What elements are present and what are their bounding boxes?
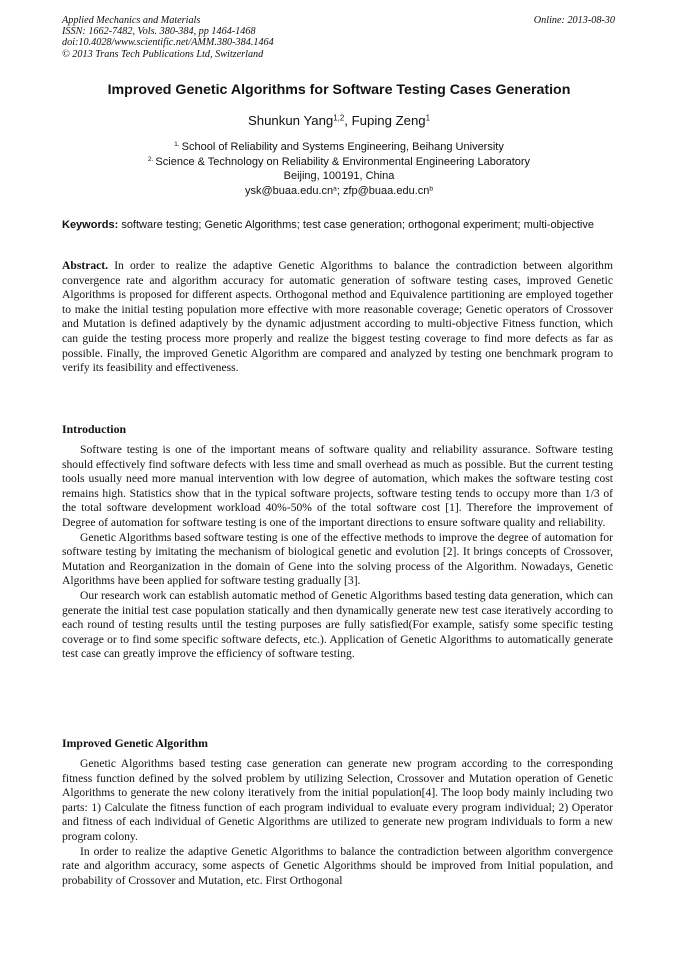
affiliation-text: Science & Technology on Reliability & Environmental Engineering Laboratory [155, 155, 531, 168]
keywords-block [62, 219, 613, 232]
introduction-section [62, 443, 613, 662]
section-heading-improved-ga: Improved Genetic Algorithm [62, 736, 208, 750]
paragraph: Software testing is one of the important means of software quality and reliability assurance. Software testing should effectively find software defects with less time and small overhead as much as possible. But the current testing tools usually need more manual intervention with low degree of automation, which makes the software testing cost remains high. Statistics show that in the typical software projects, software testing tends to occupy more than 1/3 of the total software development workload 40%-50% of the total software cost [1]. Therefore the improvement of Degree of automation for software testing is one of the important directions to ensure software quality and reliability. [62, 443, 613, 529]
email-mark: a [333, 184, 337, 192]
journal-name: Applied Mechanics and Materials [62, 15, 201, 26]
paragraph: Genetic Algorithms based testing case generation can generate new program according to the corresponding fitness function defined by the solved problem by utilizing Selection, Crossover and Mutation operation of Genetic Algorithms to generate the new colony iteratively from the initial population[4]. The loop body mainly including two parts: 1) Calculate the fitness function of each program individual to evaluate every program individual; 2) Operator and fitness of each individual of Genetic Algorithms are utilized to generate new program individuals to form a new program colony. [62, 757, 613, 843]
author-affil-mark: 1 [425, 113, 431, 123]
improved-ga-section [62, 757, 613, 888]
keywords-text: software testing; Genetic Algorithms; test case generation; orthogonal experiment; multi-objective [121, 219, 594, 231]
affil-number: 1. [174, 141, 180, 149]
paragraph: In order to realize the adaptive Genetic Algorithms to balance the contradiction between algorithm convergence rate and algorithm accuracy, some aspects of Genetic Algorithms should be improved from Initial population, and probability of Crossover and Mutation, etc. First Orthogonal [62, 844, 613, 887]
abstract-text: In order to realize the adaptive Genetic Algorithms to balance the contradiction between algorithm convergence rate and algorithm accuracy for automatic generation of software testing cases, improved Genetic Algorithms is proposed for different aspects. Orthogonal method and Equivalence partitioning are employed together to make the initial testing population more effective with more reasonable coverage; Genetic operators of Crossover and Mutation is defined adaptively by the dynamic adjustment according to multi-objective Fitness function, which can guide the testing process more properly and realize the biggest testing coverage to find more defects as far as possible. Finally, the improved Genetic Algorithm are compared and analyzed by testing one benchmark program to verify its feasibility and effectiveness. [62, 259, 613, 375]
paragraph: Our research work can establish automatic method of Genetic Algorithms based testing data generation, which can generate the initial test case population statically and then dynamically generate new test case iteratively according to each round of testing results until the testing purposes are fully satisfied(For example, satisfy some specific testing coverage or to find some specific software defects, etc.). Application of Genetic Algorithms to automatically generate test case can greatly improve the efficiency of software testing. [62, 588, 613, 661]
affiliation-city: Beijing, 100191, China [283, 170, 395, 182]
email-line [0, 184, 678, 199]
abstract-block [62, 259, 613, 376]
author-affil-mark: 1,2 [333, 113, 345, 123]
copyright-line: © 2013 Trans Tech Publications Ltd, Switzerland [62, 48, 264, 60]
author-name: Shunkun Yang [247, 113, 334, 128]
doi-line: doi:10.4028/www.scientific.net/AMM.380-384.1464 [62, 37, 274, 49]
affiliations [0, 140, 678, 198]
affiliation-line [0, 155, 678, 170]
keywords-label: Keywords: [62, 219, 119, 231]
abstract-label: Abstract. [62, 259, 109, 272]
issn-line: ISSN: 1662-7482, Vols. 380-384, pp 1464-1468 [62, 26, 256, 38]
journal-header [62, 15, 274, 60]
online-date: Online: 2013-08-30 [533, 15, 615, 26]
affiliation-line [0, 140, 678, 155]
affil-number: 2. [147, 155, 154, 163]
author-name: Fuping Zeng [351, 113, 426, 128]
email-link[interactable]: zfp@buaa.edu.cn [342, 184, 430, 197]
author-separator: , [344, 113, 352, 128]
author-list [0, 113, 678, 128]
abstract-paragraph [62, 259, 613, 376]
email-mark: b [429, 184, 434, 192]
section-heading-introduction: Introduction [62, 422, 127, 436]
email-separator: ; [336, 184, 343, 197]
affiliation-text: School of Reliability and Systems Engineering, Beihang University [181, 141, 504, 153]
paper-title: Improved Genetic Algorithms for Software Testing Cases Generation [107, 82, 571, 98]
paragraph: Genetic Algorithms based software testing is one of the effective methods to improve the degree of automation for software testing by imitating the mechanism of biological genetic and evolution [2]. It brings concepts of Crossover, Mutation and Reorganization in the domain of Gene into the solving process of the Algorithm. Nowadays, Genetic Algorithms have been applied for software testing gradually [3]. [62, 530, 613, 588]
email-link[interactable]: ysk@buaa.edu.cn [244, 184, 334, 197]
